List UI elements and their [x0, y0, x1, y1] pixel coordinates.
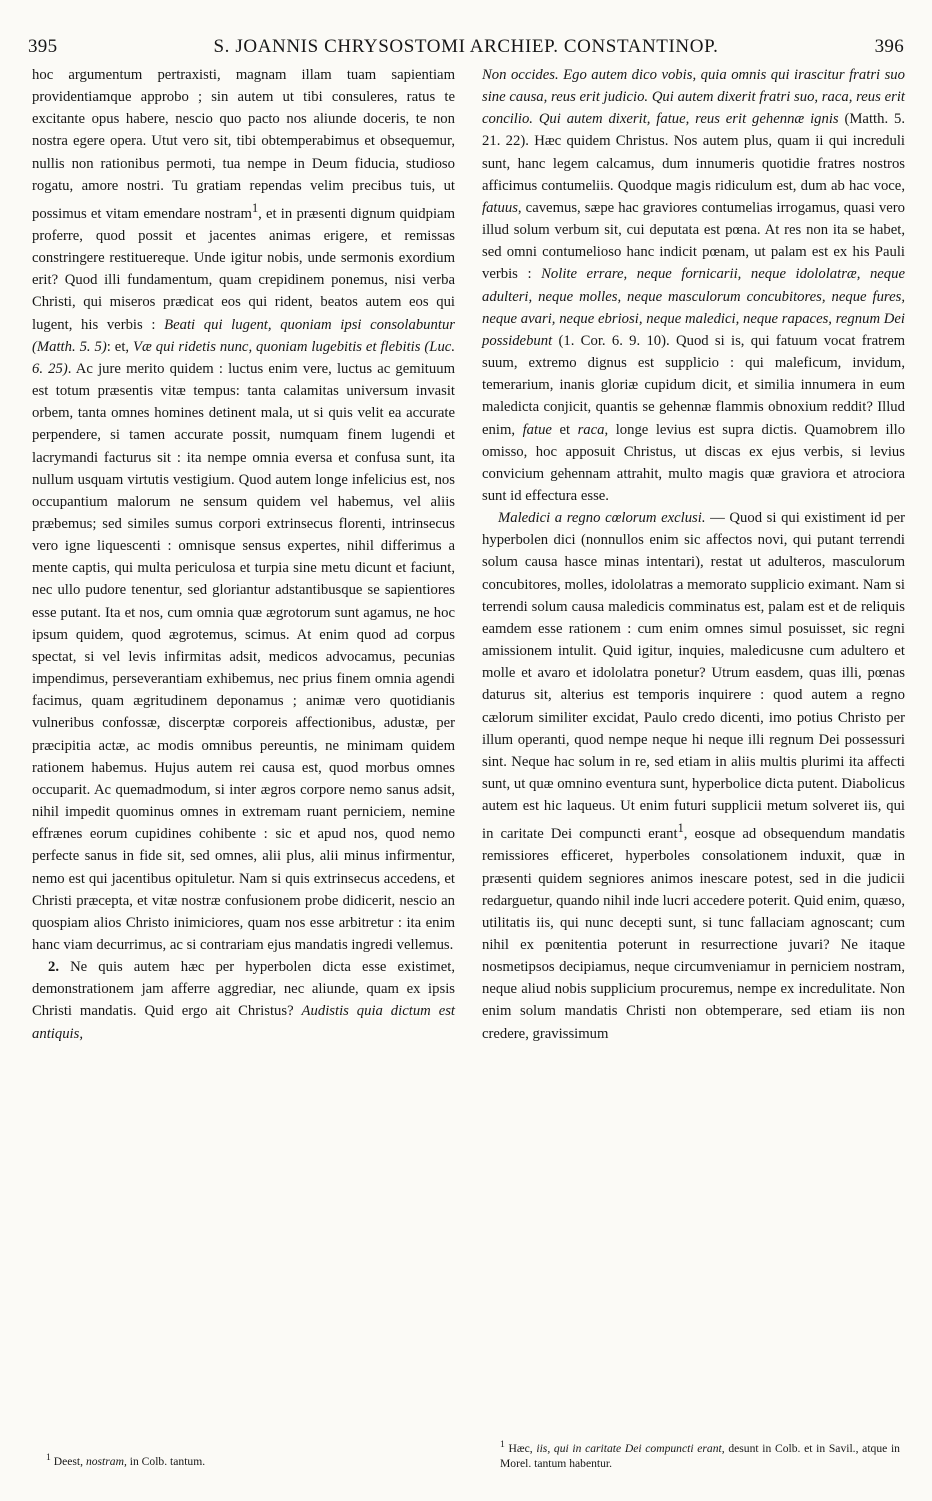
- quotation: Væ qui ridetis nunc, quoniam lugebitis et flebitis: [133, 338, 421, 355]
- scripture-reference: (1. Cor. 6. 9. 10): [558, 332, 667, 349]
- quotation: Nolite errare, neque fornicarii, neque idololatræ, neque adulteri, neque molles, neque masculorum concubitores, neque fures, neque avari, neque ebriosi, neque maledici, neque rapaces, regnum Dei possidebunt: [482, 266, 906, 349]
- quotation: Beati qui lugent, quoniam ipsi consolabuntur: [164, 316, 456, 333]
- footnote-right: $^1$ Hæc, iis, qui in caritate Dei compuncti erant, desunt in Colb. et in Savil., atque in Morel. tantum habentur.: [500, 1439, 900, 1470]
- quotation: Audistis quia dictum est antiquis,: [32, 1003, 456, 1042]
- page-number-left: 395: [28, 36, 58, 57]
- section-number: 2.: [48, 959, 60, 976]
- paragraph-2: 2. Ne quis autem hæc per hyperbolen dicta esse existimet, demonstrationem jam afferre aggrediar, nec aliunde, quam ex ipsis Christi mandatis. Quid ergo ait Christus? Audistis quia dictum est antiquis,: [32, 959, 456, 1042]
- page-number-right: 396: [874, 36, 904, 57]
- footnote-left: $^1$ Deest, nostram, in Colb. tantum.: [46, 1452, 206, 1468]
- scripture-reference: (Luc. 6. 25): [32, 338, 455, 377]
- left-column: [32, 64, 455, 1045]
- footnote-marker: 1: [677, 821, 684, 836]
- scripture-reference: (Matth. 5. 5): [32, 338, 107, 355]
- running-title: S. JOANNIS CHRYSOSTOMI ARCHIEP. CONSTANTINOP.: [213, 36, 719, 57]
- section-heading: Maledici a regno cœlorum exclusi.: [498, 510, 706, 527]
- paragraph-3: Non occides. Ego autem dico vobis, quia omnis qui irascitur fratri suo sine causa, reus erit judicio. Qui autem dixerit fratri suo, raca, reus erit concilio. Qui autem dixerit, fatue, reus erit gehennæ ignis (Matth. 5. 21. 22). Hæc quidem Christus. Nos autem plus, quam ii qui increduli sunt, hanc legem calcamus, dum innumeris quotidie fratres nostros afficimus contumeliis. Quodque magis ridiculum est, dum ab hac voce, fatuus, cavemus, sæpe hac graviores contumelias irrogamus, quasi vero illud solum verbum sit, cui deputata est pœna. At res non ita se habet, sed omni contumelioso hanc indicit pœnam, ut palam est ex his Pauli verbis : Nolite errare, neque fornicarii, neque idololatræ, neque adulteri, neque molles, neque masculorum concubitores, neque fures, neque avari, neque ebriosi, neque maledici, neque rapaces, regnum Dei possidebunt (1. Cor. 6. 9. 10). Quod si is, qui fatuum vocat fratrem suum, extremo dignus est supplicio : qui maleficum, invidum, temerarium, inanis gloriæ cupidum dicit, et similia innumera in eum maledicta conjicit, quantis se gehennæ flammis obnoxium reddit? Illud enim, fatue et raca, longe levius est supra dictis. Quamobrem illo omisso, hoc apposuit Christus, ut discas ex ejus verbis, si levius convicium gehennam attrahit, multo magis quæ graviora et atrociora sunt id effectura esse.: [482, 67, 906, 504]
- right-column: [482, 64, 905, 1045]
- running-header: [28, 36, 904, 58]
- footnote-marker: 1: [251, 200, 259, 215]
- paragraph-4: Maledici a regno cœlorum exclusi. — Quod si qui existiment id per hyperbolen dici (nonnullos enim sic affectos novi, qui putant terrendi solum causa hasce minas intentari), restat ut adulteros, masculorum concubitores, molles, idololatras a memorato supplicio eximant. Nam si terrendi solum causa maledicis comminatus est, palam est et de reliquis eamdem esse rationem : cum enim omnes simul posuisset, sic regni amissionem intulit. Quid igitur, inquies, maledicusne cum adultero et molle et avaro et idololatra ponetur? Utrum easdem, quas illi, pœnas daturus sit, alterius est temporis inquirere : quod autem a regno cælorum similiter excidat, Paulo credo dicenti, imo potius Christo per illum operanti, quod nempe neque hi neque illi regnum Dei possessuri sint. Neque hac solum in re, sed etiam in aliis multis plurimi ita affecti sunt, ut quæ omnino eventura sunt, hyperbolice dicta putent. Diabolicus autem est hic laqueus. Ut enim futuri supplicii metum solveret iis, qui in caritate Dei compuncti erant$^1$, eosque ad obsequendum mandatis remissiores efficeret, hyperboles consolationem induxit, quæ in præsenti quidem segniores animos inescare potest, sed in die judicii redarguetur, quando nihil inde lucri accedere poterit. Quid enim, quæso, utilitatis iis, qui nunc decepti sunt, si tunc fallaciam agnoscant; cum nihil ex pœnitentia poterunt in resurrectione juvari? Ne itaque nosmetipsos decipiamus, neque circumveniamur in perniciem nostram, neque aliud nobis supplicium procuremus, nempe ex incredulitate. Non enim solum mandatis Christi non obtemperare, sed etiam iis non credere, gravissimum: [482, 510, 906, 1042]
- scripture-reference: (Matth. 5. 21. 22): [482, 111, 905, 150]
- quotation: Non occides. Ego autem dico vobis, quia omnis qui irascitur fratri suo sine causa, reus erit judicio. Qui autem dixerit fratri suo, raca, reus erit concilio. Qui autem dixerit, fatue, reus erit gehennæ ignis: [482, 67, 905, 128]
- paragraph-1: hoc argumentum pertraxisti, magnam illam tuam sapientiam providentiamque approbo ; sin autem ut tibi consuleres, ratus te excitante opus habere, nescio quo pacto nos aliunde doceris, te non nostra egere opera. Utut vero sit, tibi obtemperabimus et obsequemur, nullis non rationibus permoti, tua nempe in Deum fiducia, studioso rogatu, amore nostri. Tu gratiam rependas velim precibus tuis, ut possimus et vitam emendare nostram$^1$, et in præsenti dignum quidpiam proferre, quod possit et jacentes animas erigere, et remissas constringere restituereque. Unde igitur nobis, unde sermonis exordium erit? Quod illi fundamentum, quam crepidinem ponemus, nisi verba Christi, qui miseros prædicat eos qui rident, beatos autem eos qui lugent, his verbis : Beati qui lugent, quoniam ipsi consolabuntur (Matth. 5. 5): et, Væ qui ridetis nunc, quoniam lugebitis et flebitis (Luc. 6. 25). Ac jure merito quidem : luctus enim vere, luctus ac gemituum est totum præsentis vitæ tempus: tanta calamitas universum invasit orbem, tanta omnes homines detinent mala, ut si quis velit ea accurate perpendere, si tamen accurate possit, numquam finem lugendi et lacrymandi facturus sit : ita nempe omnia eversa et confusa sunt, ita nullum usquam virtutis vestigium. Quod autem longe infelicius est, nos occupantium malorum ne sensum quidem vel habemus, vel aliis præbemus; sed similes sumus corpori extrinsecus florenti, intrinsecus vero igne liquescenti : omnisque sensus expertes, nihil differimus a mente captis, qui multa periculosa et turpia sine metu dicunt et faciunt, nec ullo pudore tenentur, sed gloriantur adstantibusque se sapientiores esse putant. Ita et nos, cum omnia quæ ægrotorum sunt agamus, ne hoc ipsum quidem, quod ægrotemus, scimus. At enim quod ad corpus spectat, si vel levis infirmitas adsit, medicos advocamus, pecunias impendimus, perseverantiam exhibemus, nec prius finem omnia agendi facimus, quam ægritudinem deponamus ; animæ vero quotidianis vulneribus confossæ, discerptæ corporeis affectionibus, adustæ, per præcipitia actæ, ac modis omnibus pereuntis, ne minimam quidem rationem habemus. Hujus autem rei causa est, quod morbus omnes occuparit. Ac quemadmodum, si inter ægros corpore nemo sanus adsit, nihil impedit quominus omnes in extremam ruant perniciem, nemine effrænes eorum cupidines cohibente : sic et apud nos, quod nemo perfecte sanus in fide sit, sed omnes, alii plus, alii minus infirmentur, nemo est qui jacentibus opituletur. Nam si quis extrinsecus accedens, et Christi præcepta, et vitæ nostræ confusionem probe didicerit, nescio an quospiam alios Christo inimiciores, quam nos esse arbitretur : ita enim hanc viam decurrimus, ac si contrariam ejus mandatis ingredi vellemus.: [32, 67, 456, 953]
